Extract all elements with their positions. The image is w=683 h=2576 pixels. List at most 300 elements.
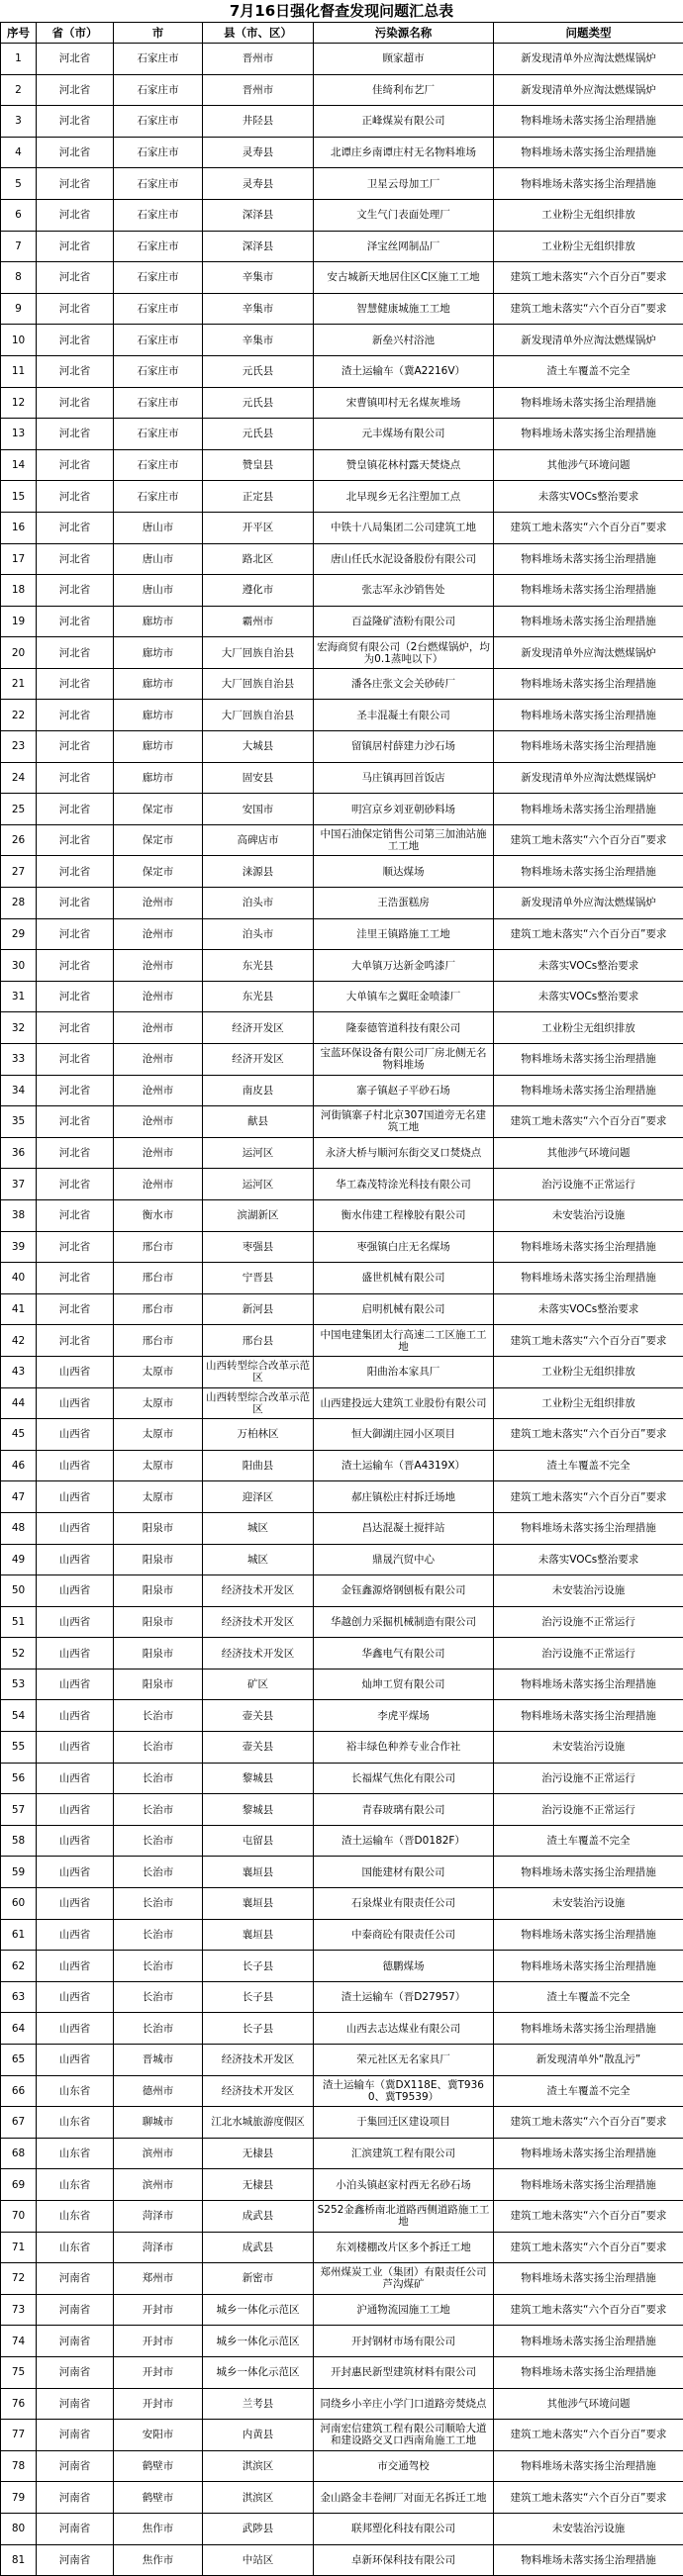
cell-seq: 25 <box>1 794 37 825</box>
cell-problem: 未安装治污设施 <box>494 1575 683 1607</box>
table-row <box>1 762 683 794</box>
cell-seq: 17 <box>1 543 37 575</box>
cell-seq: 40 <box>1 1263 37 1294</box>
cell-city: 石家庄市 <box>114 355 203 387</box>
cell-county: 大厂回族自治县 <box>203 637 314 669</box>
table-row <box>1 543 683 575</box>
cell-city: 石家庄市 <box>114 106 203 138</box>
cell-city: 长治市 <box>114 1700 203 1732</box>
table-row <box>1 794 683 825</box>
cell-source: 北谭庄乡南谭庄村无名物料堆场 <box>314 137 494 168</box>
cell-city: 廊坊市 <box>114 606 203 637</box>
cell-problem: 未落实VOCs整治要求 <box>494 481 683 513</box>
cell-county: 大厂回族自治县 <box>203 700 314 731</box>
cell-province: 河北省 <box>37 1263 114 1294</box>
cell-county: 长子县 <box>203 1981 314 2013</box>
cell-city: 石家庄市 <box>114 168 203 200</box>
header-county: 县（市、区） <box>203 23 314 44</box>
table-row <box>1 2169 683 2201</box>
cell-source: S252金鑫桥南北道路西侧道路施工工地 <box>314 2200 494 2232</box>
cell-seq: 72 <box>1 2263 37 2295</box>
cell-county: 中站区 <box>203 2544 314 2576</box>
cell-county: 滨湖新区 <box>203 1199 314 1231</box>
cell-county: 城区 <box>203 1512 314 1544</box>
cell-problem: 新发现清单外应淘汰燃煤锅炉 <box>494 44 683 75</box>
cell-source: 北早现乡无名注塑加工点 <box>314 481 494 513</box>
cell-province: 河南省 <box>37 2420 114 2451</box>
cell-county: 开平区 <box>203 512 314 543</box>
cell-source: 宋曹镇叩村无名煤灰堆场 <box>314 387 494 419</box>
cell-province: 山西省 <box>37 1981 114 2013</box>
cell-county: 长子县 <box>203 2013 314 2045</box>
cell-county: 山西转型综合改革示范区 <box>203 1387 314 1419</box>
cell-city: 石家庄市 <box>114 387 203 419</box>
cell-source: 联邦塑化科技有限公司 <box>314 2513 494 2544</box>
table-row <box>1 575 683 607</box>
cell-source: 顺达煤场 <box>314 856 494 888</box>
cell-seq: 74 <box>1 2326 37 2357</box>
cell-city: 沧州市 <box>114 1106 203 1138</box>
table-row <box>1 2107 683 2139</box>
cell-seq: 76 <box>1 2388 37 2420</box>
cell-province: 河北省 <box>37 668 114 700</box>
cell-county: 辛集市 <box>203 262 314 294</box>
cell-problem: 建筑工地未落实“六个百分百”要求 <box>494 918 683 950</box>
cell-city: 唐山市 <box>114 575 203 607</box>
cell-seq: 53 <box>1 1669 37 1700</box>
cell-province: 河北省 <box>37 794 114 825</box>
cell-source: 长福煤气焦化有限公司 <box>314 1763 494 1794</box>
cell-problem: 未安装治污设施 <box>494 1888 683 1920</box>
cell-seq: 41 <box>1 1293 37 1325</box>
cell-seq: 70 <box>1 2200 37 2232</box>
cell-county: 成武县 <box>203 2200 314 2232</box>
cell-source: 智慧健康城施工工地 <box>314 293 494 325</box>
cell-province: 河北省 <box>37 262 114 294</box>
cell-source: 昌达混凝土搅拌站 <box>314 1512 494 1544</box>
cell-source: 圣丰混凝土有限公司 <box>314 700 494 731</box>
cell-county: 阳曲县 <box>203 1450 314 1481</box>
cell-city: 沧州市 <box>114 1169 203 1200</box>
cell-seq: 39 <box>1 1231 37 1263</box>
cell-province: 河北省 <box>37 387 114 419</box>
cell-province: 山东省 <box>37 2169 114 2201</box>
cell-problem: 治污设施不正常运行 <box>494 1638 683 1670</box>
cell-source: 大单镇万达新金鸣漆厂 <box>314 950 494 982</box>
cell-problem: 治污设施不正常运行 <box>494 1606 683 1638</box>
cell-county: 襄垣县 <box>203 1888 314 1920</box>
cell-source: 德鹏煤场 <box>314 1951 494 1982</box>
table-row <box>1 1544 683 1575</box>
cell-province: 河北省 <box>37 325 114 356</box>
cell-seq: 55 <box>1 1732 37 1764</box>
cell-problem: 建筑工地未落实“六个百分百”要求 <box>494 2107 683 2139</box>
cell-problem: 建筑工地未落实“六个百分百”要求 <box>494 2232 683 2263</box>
cell-problem: 物料堆场未落实扬尘治理措施 <box>494 668 683 700</box>
cell-province: 山西省 <box>37 1857 114 1888</box>
cell-county: 无棣县 <box>203 2169 314 2201</box>
cell-seq: 67 <box>1 2107 37 2139</box>
cell-problem: 治污设施不正常运行 <box>494 1763 683 1794</box>
cell-problem: 建筑工地未落实“六个百分百”要求 <box>494 1106 683 1138</box>
cell-county: 泊头市 <box>203 918 314 950</box>
cell-city: 太原市 <box>114 1450 203 1481</box>
cell-province: 山西省 <box>37 1638 114 1670</box>
cell-source: 赞皇镇花林村露天焚烧点 <box>314 449 494 481</box>
cell-city: 廊坊市 <box>114 731 203 763</box>
cell-seq: 49 <box>1 1544 37 1575</box>
cell-county: 城区 <box>203 1544 314 1575</box>
cell-seq: 30 <box>1 950 37 982</box>
table-row <box>1 2420 683 2451</box>
cell-source: 同绕乡小辛庄小学门口道路旁焚烧点 <box>314 2388 494 2420</box>
cell-seq: 12 <box>1 387 37 419</box>
cell-source: 山西建投远大建筑工业股份有限公司 <box>314 1387 494 1419</box>
cell-problem: 工业粉尘无组织排放 <box>494 1012 683 1044</box>
cell-province: 山西省 <box>37 1888 114 1920</box>
cell-province: 河南省 <box>37 2326 114 2357</box>
header-city: 市 <box>114 23 203 44</box>
cell-province: 河北省 <box>37 512 114 543</box>
cell-province: 河北省 <box>37 1293 114 1325</box>
cell-city: 晋城市 <box>114 2045 203 2076</box>
table-row <box>1 1387 683 1419</box>
cell-province: 河北省 <box>37 1325 114 1357</box>
table-row <box>1 2045 683 2076</box>
table-row <box>1 325 683 356</box>
table-row <box>1 2482 683 2514</box>
cell-province: 山西省 <box>37 1825 114 1857</box>
table-row <box>1 1512 683 1544</box>
cell-source: 盛世机械有限公司 <box>314 1263 494 1294</box>
table-row <box>1 1951 683 1982</box>
cell-seq: 1 <box>1 44 37 75</box>
cell-county: 万柏林区 <box>203 1419 314 1451</box>
cell-problem: 物料堆场未落实扬尘治理措施 <box>494 2013 683 2045</box>
cell-problem: 物料堆场未落实扬尘治理措施 <box>494 1857 683 1888</box>
cell-seq: 36 <box>1 1137 37 1169</box>
cell-city: 石家庄市 <box>114 449 203 481</box>
cell-source: 文生气门表面处理厂 <box>314 199 494 231</box>
cell-source: 李虎平煤场 <box>314 1700 494 1732</box>
table-row <box>1 481 683 513</box>
cell-seq: 24 <box>1 762 37 794</box>
cell-problem: 未安装治污设施 <box>494 2513 683 2544</box>
cell-province: 山西省 <box>37 1544 114 1575</box>
cell-source: 石泉煤业有限责任公司 <box>314 1888 494 1920</box>
table-row <box>1 262 683 294</box>
cell-province: 河北省 <box>37 950 114 982</box>
cell-city: 廊坊市 <box>114 700 203 731</box>
cell-source: 大单镇车之翼旺金喷漆厂 <box>314 981 494 1012</box>
cell-province: 山东省 <box>37 2200 114 2232</box>
cell-source: 明宫京乡刘亚朝砂料场 <box>314 794 494 825</box>
cell-seq: 4 <box>1 137 37 168</box>
cell-seq: 47 <box>1 1481 37 1513</box>
cell-city: 长治市 <box>114 1857 203 1888</box>
cell-province: 河北省 <box>37 231 114 262</box>
cell-seq: 5 <box>1 168 37 200</box>
cell-city: 廊坊市 <box>114 762 203 794</box>
cell-seq: 26 <box>1 824 37 856</box>
cell-source: 开封惠民新型建筑材料有限公司 <box>314 2356 494 2388</box>
cell-city: 唐山市 <box>114 543 203 575</box>
cell-province: 河南省 <box>37 2388 114 2420</box>
cell-problem: 物料堆场未落实扬尘治理措施 <box>494 106 683 138</box>
table-row <box>1 606 683 637</box>
cell-county: 迎泽区 <box>203 1481 314 1513</box>
cell-county: 献县 <box>203 1106 314 1138</box>
cell-province: 河北省 <box>37 355 114 387</box>
cell-province: 河北省 <box>37 731 114 763</box>
cell-problem: 新发现清单外应淘汰燃煤锅炉 <box>494 888 683 919</box>
cell-city: 开封市 <box>114 2326 203 2357</box>
cell-problem: 物料堆场未落实扬尘治理措施 <box>494 606 683 637</box>
cell-county: 山西转型综合改革示范区 <box>203 1356 314 1387</box>
cell-source: 华越创力采掘机械制造有限公司 <box>314 1606 494 1638</box>
cell-source: 渣土运输车（冀A2216V） <box>314 355 494 387</box>
cell-county: 大厂回族自治县 <box>203 668 314 700</box>
cell-province: 山西省 <box>37 2013 114 2045</box>
cell-province: 河北省 <box>37 637 114 669</box>
table-row <box>1 168 683 200</box>
cell-county: 经济技术开发区 <box>203 1575 314 1607</box>
cell-province: 河北省 <box>37 575 114 607</box>
cell-problem: 物料堆场未落实扬尘治理措施 <box>494 1231 683 1263</box>
table-row <box>1 1825 683 1857</box>
cell-seq: 29 <box>1 918 37 950</box>
cell-seq: 77 <box>1 2420 37 2451</box>
table-row <box>1 2294 683 2326</box>
cell-county: 内黄县 <box>203 2420 314 2451</box>
table-row <box>1 731 683 763</box>
cell-province: 河北省 <box>37 606 114 637</box>
table-row <box>1 1669 683 1700</box>
cell-problem: 物料堆场未落实扬尘治理措施 <box>494 1700 683 1732</box>
cell-seq: 38 <box>1 1199 37 1231</box>
cell-province: 山西省 <box>37 1794 114 1826</box>
cell-problem: 物料堆场未落实扬尘治理措施 <box>494 2138 683 2169</box>
cell-city: 长治市 <box>114 1732 203 1764</box>
cell-province: 河南省 <box>37 2356 114 2388</box>
cell-problem: 物料堆场未落实扬尘治理措施 <box>494 575 683 607</box>
cell-city: 阳泉市 <box>114 1575 203 1607</box>
cell-county: 灵寿县 <box>203 168 314 200</box>
cell-city: 石家庄市 <box>114 74 203 106</box>
table-row <box>1 2450 683 2482</box>
cell-county: 兰考县 <box>203 2388 314 2420</box>
cell-province: 河北省 <box>37 1075 114 1106</box>
cell-source: 留镇居村薛建力沙石场 <box>314 731 494 763</box>
cell-seq: 34 <box>1 1075 37 1106</box>
cell-problem: 建筑工地未落实“六个百分百”要求 <box>494 824 683 856</box>
cell-county: 壶关县 <box>203 1732 314 1764</box>
cell-source: 河南宏信建筑工程有限公司顺哈大道和建设路交叉口西南角施工工地 <box>314 2420 494 2451</box>
table-row <box>1 2263 683 2295</box>
cell-problem: 未落实VOCs整治要求 <box>494 1293 683 1325</box>
table-row <box>1 355 683 387</box>
table-row <box>1 1263 683 1294</box>
cell-seq: 66 <box>1 2075 37 2107</box>
cell-seq: 59 <box>1 1857 37 1888</box>
cell-province: 山西省 <box>37 1700 114 1732</box>
cell-source: 东刘楼棚改片区多个拆迁工地 <box>314 2232 494 2263</box>
cell-seq: 20 <box>1 637 37 669</box>
cell-seq: 35 <box>1 1106 37 1138</box>
cell-seq: 28 <box>1 888 37 919</box>
cell-problem: 渣土车覆盖不完全 <box>494 1450 683 1481</box>
cell-county: 元氏县 <box>203 387 314 419</box>
cell-source: 宝蓝环保设备有限公司厂房北侧无名物料堆场 <box>314 1044 494 1076</box>
cell-source: 卫星云母加工厂 <box>314 168 494 200</box>
cell-source: 山西去志达煤业有限公司 <box>314 2013 494 2045</box>
cell-source: 金山路金丰卷闸厂对面无名拆迁工地 <box>314 2482 494 2514</box>
cell-province: 河北省 <box>37 856 114 888</box>
table-row <box>1 293 683 325</box>
cell-source: 恒大御湖庄园小区项目 <box>314 1419 494 1451</box>
cell-problem: 物料堆场未落实扬尘治理措施 <box>494 168 683 200</box>
cell-county: 襄垣县 <box>203 1857 314 1888</box>
cell-county: 邢台县 <box>203 1325 314 1357</box>
cell-seq: 73 <box>1 2294 37 2326</box>
cell-seq: 54 <box>1 1700 37 1732</box>
cell-seq: 23 <box>1 731 37 763</box>
cell-city: 沧州市 <box>114 888 203 919</box>
cell-seq: 18 <box>1 575 37 607</box>
cell-city: 石家庄市 <box>114 44 203 75</box>
cell-province: 河北省 <box>37 1231 114 1263</box>
cell-county: 淇滨区 <box>203 2450 314 2482</box>
cell-source: 开封钢材市场有限公司 <box>314 2326 494 2357</box>
table-row <box>1 1075 683 1106</box>
cell-province: 山西省 <box>37 1356 114 1387</box>
cell-county: 辛集市 <box>203 293 314 325</box>
table-row <box>1 1199 683 1231</box>
cell-problem: 物料堆场未落实扬尘治理措施 <box>494 543 683 575</box>
table-row <box>1 824 683 856</box>
cell-province: 河北省 <box>37 824 114 856</box>
cell-county: 元氏县 <box>203 419 314 450</box>
cell-county: 路北区 <box>203 543 314 575</box>
cell-county: 灵寿县 <box>203 137 314 168</box>
cell-seq: 71 <box>1 2232 37 2263</box>
cell-seq: 10 <box>1 325 37 356</box>
cell-city: 阳泉市 <box>114 1544 203 1575</box>
cell-city: 石家庄市 <box>114 293 203 325</box>
cell-city: 石家庄市 <box>114 137 203 168</box>
cell-seq: 33 <box>1 1044 37 1076</box>
table-row <box>1 1044 683 1076</box>
table-row <box>1 1638 683 1670</box>
table-row <box>1 199 683 231</box>
table-row <box>1 2326 683 2357</box>
cell-seq: 61 <box>1 1919 37 1951</box>
cell-seq: 50 <box>1 1575 37 1607</box>
table-row <box>1 2232 683 2263</box>
cell-problem: 其他涉气环境问题 <box>494 449 683 481</box>
cell-seq: 22 <box>1 700 37 731</box>
cell-source: 隆泰德管道科技有限公司 <box>314 1012 494 1044</box>
table-row <box>1 1857 683 1888</box>
cell-province: 河北省 <box>37 74 114 106</box>
cell-province: 河北省 <box>37 1199 114 1231</box>
cell-problem: 建筑工地未落实“六个百分百”要求 <box>494 2294 683 2326</box>
cell-problem: 物料堆场未落实扬尘治理措施 <box>494 1263 683 1294</box>
table-row <box>1 637 683 669</box>
cell-city: 焦作市 <box>114 2513 203 2544</box>
cell-county: 襄垣县 <box>203 1919 314 1951</box>
cell-county: 大城县 <box>203 731 314 763</box>
cell-source: 渣土运输车（晋D0182F） <box>314 1825 494 1857</box>
cell-city: 沧州市 <box>114 1044 203 1076</box>
cell-province: 河北省 <box>37 1169 114 1200</box>
table-row <box>1 2544 683 2576</box>
cell-county: 无棣县 <box>203 2138 314 2169</box>
table-row <box>1 231 683 262</box>
cell-city: 阳泉市 <box>114 1606 203 1638</box>
cell-source: 宏海商贸有限公司（2台燃煤锅炉，均为0.1蒸吨以下） <box>314 637 494 669</box>
cell-county: 新河县 <box>203 1293 314 1325</box>
cell-problem: 渣土车覆盖不完全 <box>494 1981 683 2013</box>
cell-seq: 44 <box>1 1387 37 1419</box>
cell-city: 太原市 <box>114 1481 203 1513</box>
cell-city: 邢台市 <box>114 1293 203 1325</box>
cell-problem: 其他涉气环境问题 <box>494 1137 683 1169</box>
cell-county: 泊头市 <box>203 888 314 919</box>
cell-seq: 60 <box>1 1888 37 1920</box>
cell-city: 石家庄市 <box>114 481 203 513</box>
cell-city: 鹤壁市 <box>114 2482 203 2514</box>
cell-province: 河北省 <box>37 543 114 575</box>
cell-problem: 物料堆场未落实扬尘治理措施 <box>494 1669 683 1700</box>
cell-source: 王浩蛋糕房 <box>314 888 494 919</box>
cell-problem: 物料堆场未落实扬尘治理措施 <box>494 2450 683 2482</box>
table-row <box>1 2075 683 2107</box>
table-row <box>1 44 683 75</box>
cell-city: 保定市 <box>114 856 203 888</box>
cell-province: 河北省 <box>37 293 114 325</box>
cell-problem: 物料堆场未落实扬尘治理措施 <box>494 387 683 419</box>
table-row <box>1 419 683 450</box>
cell-province: 山西省 <box>37 1387 114 1419</box>
cell-problem: 物料堆场未落实扬尘治理措施 <box>494 2356 683 2388</box>
cell-province: 河北省 <box>37 762 114 794</box>
table-row <box>1 1169 683 1200</box>
cell-seq: 75 <box>1 2356 37 2388</box>
cell-city: 菏泽市 <box>114 2200 203 2232</box>
table-row <box>1 1700 683 1732</box>
table-row <box>1 1419 683 1451</box>
table-row <box>1 74 683 106</box>
cell-city: 长治市 <box>114 2013 203 2045</box>
cell-seq: 8 <box>1 262 37 294</box>
page-title: 7月16日强化督查发现问题汇总表 <box>0 0 683 22</box>
cell-source: 寨子镇赵子平砂石场 <box>314 1075 494 1106</box>
cell-province: 山西省 <box>37 1669 114 1700</box>
cell-problem: 新发现清单外应淘汰燃煤锅炉 <box>494 325 683 356</box>
cell-county: 涞源县 <box>203 856 314 888</box>
cell-province: 河北省 <box>37 137 114 168</box>
cell-source: 华鑫电气有限公司 <box>314 1638 494 1670</box>
cell-problem: 渣土车覆盖不完全 <box>494 355 683 387</box>
cell-seq: 58 <box>1 1825 37 1857</box>
cell-seq: 3 <box>1 106 37 138</box>
cell-problem: 建筑工地未落实“六个百分百”要求 <box>494 293 683 325</box>
table-row <box>1 981 683 1012</box>
cell-problem: 渣土车覆盖不完全 <box>494 2075 683 2107</box>
table-row <box>1 1763 683 1794</box>
cell-problem: 建筑工地未落实“六个百分百”要求 <box>494 2200 683 2232</box>
